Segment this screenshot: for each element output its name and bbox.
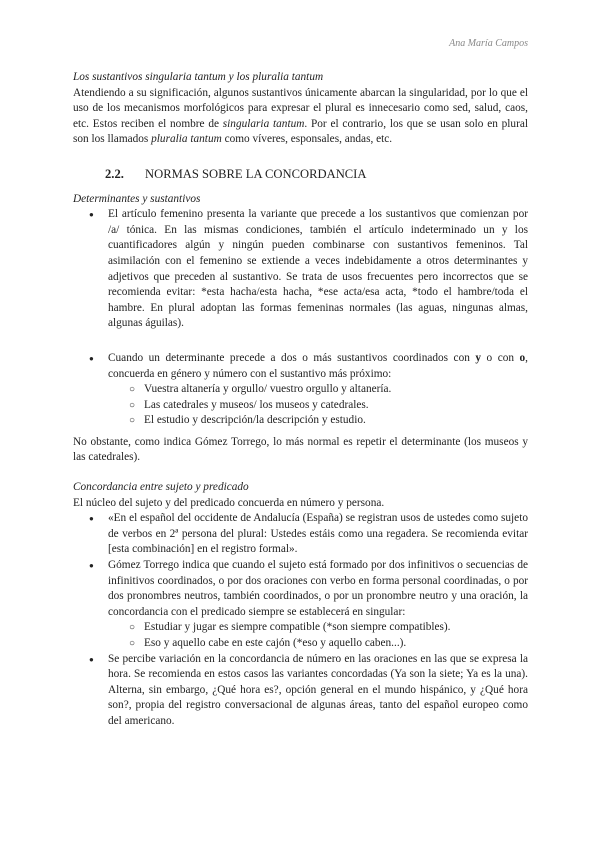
determinantes-heading: Determinantes y sustantivos: [73, 192, 201, 205]
sujeto-list: [73, 511, 528, 729]
running-header-author: Ana María Campos: [449, 38, 528, 49]
section-number: 2.2.: [105, 166, 124, 181]
intro-paragraph: Atendiendo a su significación, algunos sustantivos únicamente abarcan la singularidad, por lo que el uso de los mecanismos morfológicos para expresar el plural es innecesario como sed, salud, caos, etc. Estos reciben el nombre de singularia tantum. Por el contrario, los que se usan solo en plural son los llamados pluralia tantum como víveres, esponsales, andas, etc.: [73, 86, 529, 146]
sub-list-item: ○ El estudio y descripción/la descripción y estudio.: [73, 413, 528, 429]
determinantes-list-2: [73, 351, 528, 429]
sujeto-heading: Concordancia entre sujeto y predicado: [73, 481, 249, 494]
section-heading: [73, 167, 528, 183]
list-item: ● Se percibe variación en la concordancia de número en las oraciones en las que se expresa la hora. Se recomienda en estos casos las variantes concordadas (Ya son la siete; Ya es la una). Alterna, sin embargo, ¿Qué hora es?, opción general en el mundo hispánico, y ¿Qué hora son?, propia del registro conversacional de algunas áreas, tanto del español europeo como del americano.: [73, 652, 528, 730]
sub-list-item: ○ Las catedrales y museos/ los museos y catedrales.: [73, 398, 528, 414]
sub-list-item: ○ Vuestra altanería y orgullo/ vuestro orgullo y altanería.: [73, 382, 528, 398]
page-content: [73, 70, 528, 730]
list-item: ● Gómez Torrego indica que cuando el sujeto está formado por dos infinitivos o secuencias de infinitivos coordinados, o por dos oraciones con verbo en forma personal coordinadas, o por dos pronombres neutros, también coordinados, o por un pronombre neutro y una oración, la concordancia con el predicado siempre se establecerá en singular:: [73, 558, 528, 620]
determinantes-closing: No obstante, como indica Gómez Torrego, lo más normal es repetir el determinante (los museos y las catedrales).: [73, 435, 528, 464]
list-item: ● El artículo femenino presenta la variante que precede a los sustantivos que comienzan por /a/ tónica. En las mismas condiciones, también el artículo indeterminado un y los cuantificadores algún y ningún pueden combinarse con sustantivos femeninos. Tal asimilación con el femenino se extiende a veces indebidamente a otros determinantes y adjetivos que preceden al sustantivo. Se trata de usos frecuentes pero incorrectos que se recomienda evitar: *esta hacha/esta hacha, *ese acta/esa acta, *todo el hambre/toda el hambre. En plural adoptan las formas femeninas normales (las aguas, ningunas almas, algunas águilas).: [73, 207, 528, 332]
sub-list-item: ○ Eso y aquello cabe en este cajón (*eso y aquello caben...).: [73, 636, 528, 652]
list-item: ● «En el español del occidente de Andalucía (España) se registran usos de ustedes como sujeto de verbos en 2ª persona del plural: Ustedes estáis como una regadera. Se recomienda evitar [esta combinación] en el registro formal».: [73, 511, 528, 558]
sujeto-intro: El núcleo del sujeto y del predicado concuerda en número y persona.: [73, 496, 385, 509]
section-title: NORMAS SOBRE LA CONCORDANCIA: [145, 166, 367, 181]
determinantes-list: [73, 207, 528, 332]
list-item: ● Cuando un determinante precede a dos o más sustantivos coordinados con y o con o, concuerda en género y número con el sustantivo más próximo:: [73, 351, 528, 382]
intro-heading: Los sustantivos singularia tantum y los pluralia tantum: [73, 71, 324, 83]
sub-list-item: ○ Estudiar y jugar es siempre compatible (*son siempre compatibles).: [73, 620, 528, 636]
